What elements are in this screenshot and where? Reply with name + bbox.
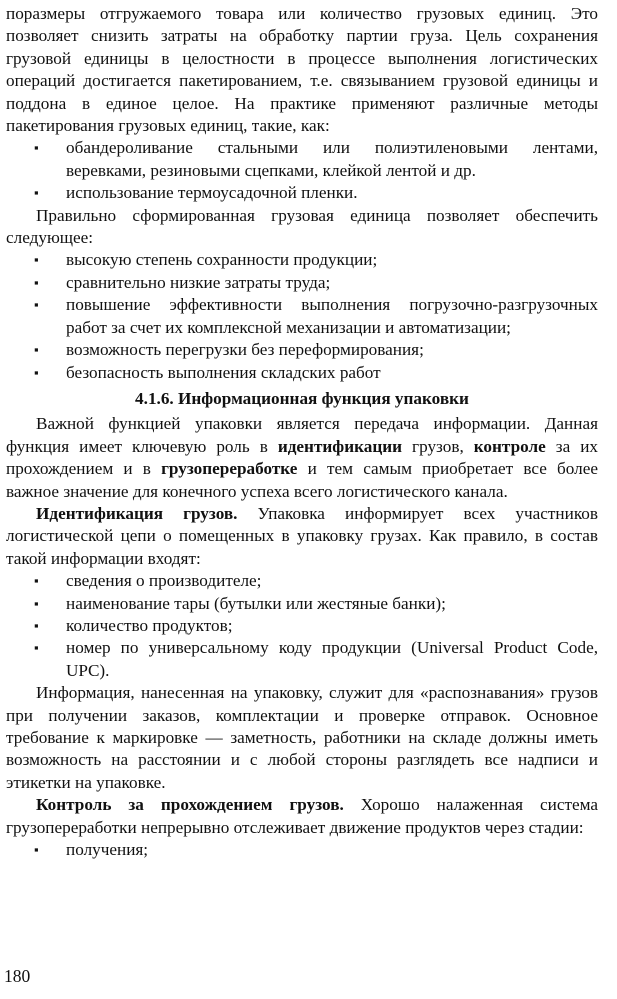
list-item: ▪ возможность перегрузки без переформирования;: [66, 339, 598, 361]
bold-term-identification: идентификации: [277, 436, 403, 456]
text-run: Важной функцией упаковки является передача информации. Данная функция имеет ключевую роль в: [6, 414, 598, 456]
bold-term-cargo-handling: грузопереработке: [161, 459, 298, 479]
paragraph-packaging-methods: поразмеры отгружаемого товара или количество грузовых единиц. Это позволяет снизить затраты на обработку партии груза. Цель сохранения грузовой единицы в целостности в процессе выполнения логистических операций достигается пакетированием, т.е. связыванием грузовой единицы и поддона в единое целое. На практике применяют различные методы пакетирования грузовых единиц, такие, как:: [6, 4, 598, 136]
paragraph-information-function: [6, 413, 598, 503]
list-item: ▪ получения;: [66, 839, 598, 861]
text-run: грузов,: [402, 436, 474, 456]
list-item: ▪ наименование тары (бутылки или жестяные банки);: [66, 593, 598, 615]
bold-lead-in: Идентификация грузов.: [36, 503, 238, 523]
identification-info-list: [6, 570, 598, 682]
text-run: Хорошо налаженная система грузопереработки непрерывно отслеживает движение продуктов через стадии:: [6, 795, 599, 837]
text-run: Упаковка информирует всех участников логистической цепи о помещенных в упаковку грузах. Как правило, в состав такой информации входят:: [6, 503, 599, 568]
text-run: и тем самым приобретает все более важное значение для конечного успеха всего логистического канала.: [6, 459, 599, 501]
cargo-unit-benefits-list: [6, 249, 598, 383]
paragraph-cargo-unit-benefits: Правильно сформированная грузовая единица позволяет обеспечить следующее:: [6, 205, 598, 248]
paragraph-marking-requirements: Информация, нанесенная на упаковку, служит для «распознавания» грузов при получении заказов, комплектации и проверке отправок. Основное требование к маркировке — заметность, работники на складе должны иметь возможность на расстоянии и с любой стороны разглядеть все надписи и этикетки на упаковке.: [6, 683, 598, 792]
paragraph-cargo-identification: [6, 503, 598, 570]
section-heading: 4.1.6. Информационная функция упаковки: [135, 388, 469, 408]
paragraph-cargo-tracking: [6, 794, 598, 839]
list-item: ▪ количество продуктов;: [66, 615, 598, 637]
list-item: ▪ безопасность выполнения складских работ: [66, 362, 598, 384]
bold-term-control: контроле: [473, 436, 546, 456]
list-item: ▪ сведения о производителе;: [66, 570, 598, 592]
page-number: 180: [4, 966, 31, 986]
list-item: ▪ обандероливание стальными или полиэтиленовыми лентами, веревками, резиновыми сцепками, клейкой лентой и др.: [66, 137, 598, 182]
list-item: ▪ сравнительно низкие затраты труда;: [66, 272, 598, 294]
tracking-stages-list: [6, 839, 598, 861]
bold-lead-in: Контроль за прохождением грузов.: [36, 795, 344, 815]
list-item: ▪ высокую степень сохранности продукции;: [66, 249, 598, 271]
packaging-methods-list: [6, 137, 598, 204]
list-item: ▪ повышение эффективности выполнения погрузочно-разгрузочных работ за счет их комплексной механизации и автоматизации;: [66, 294, 598, 339]
book-page: [6, 3, 598, 861]
text-run: за их прохождением и в: [6, 436, 598, 479]
list-item: ▪ номер по универсальному коду продукции (Universal Product Code, UPC).: [66, 637, 598, 682]
list-item: ▪ использование термоусадочной пленки.: [66, 182, 598, 204]
